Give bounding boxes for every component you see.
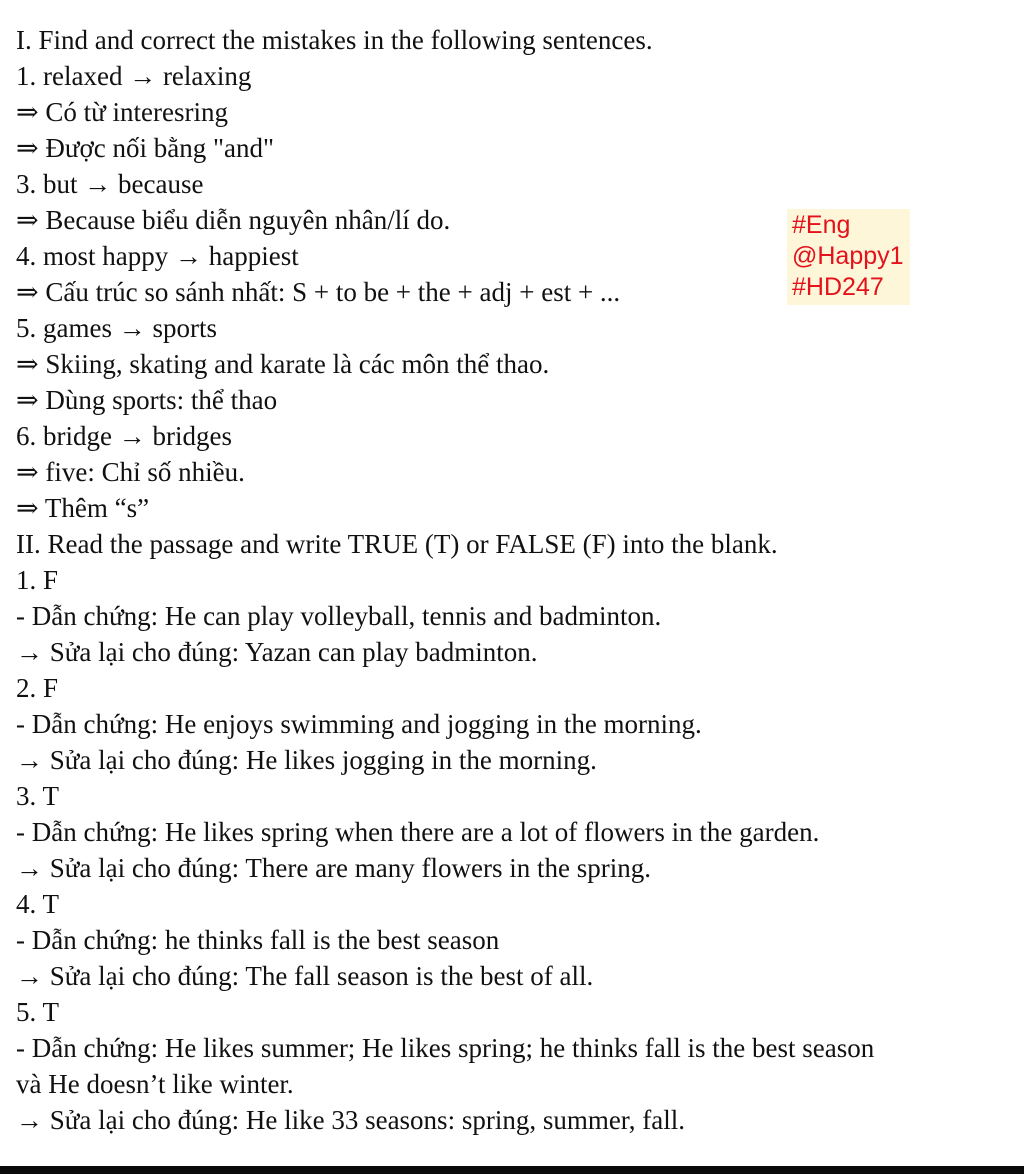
section-2-heading: II. Read the passage and write TRUE (T) or FALSE (F) into the blank.	[16, 529, 778, 559]
section-1-heading: I. Find and correct the mistakes in the following sentences.	[16, 25, 653, 55]
evidence-line: - Dẫn chứng: He can play volleyball, tennis and badminton.	[16, 601, 662, 631]
watermark-line-author: @Happy1	[792, 242, 904, 270]
explanation-line: ⇒ Được nối bằng "and"	[16, 133, 275, 163]
correction-item-3: 3. but → because	[16, 169, 204, 199]
answer-item-1: 1. F	[16, 565, 59, 595]
explanation-line: ⇒ five: Chỉ số nhiều.	[16, 457, 245, 487]
explanation-line: ⇒ Thêm “s”	[16, 493, 150, 523]
evidence-continuation-line: và He doesn’t like winter.	[16, 1069, 294, 1099]
explanation-line: ⇒ Because biểu diễn nguyên nhân/lí do.	[16, 205, 451, 235]
correction-item-6: 6. bridge → bridges	[16, 421, 232, 451]
evidence-line: - Dẫn chứng: He enjoys swimming and jogging in the morning.	[16, 709, 702, 739]
correction-item-4: 4. most happy → happiest	[16, 241, 299, 271]
fix-line: → Sửa lại cho đúng: The fall season is the best of all.	[16, 961, 594, 991]
watermark-note	[787, 209, 910, 305]
fix-line: → Sửa lại cho đúng: He likes jogging in the morning.	[16, 745, 597, 775]
fix-line: → Sửa lại cho đúng: He like 33 seasons: spring, summer, fall.	[16, 1105, 685, 1135]
evidence-line: - Dẫn chứng: he thinks fall is the best season	[16, 925, 500, 955]
fix-line: → Sửa lại cho đúng: Yazan can play badminton.	[16, 637, 538, 667]
explanation-line: ⇒ Skiing, skating and karate là các môn thể thao.	[16, 349, 550, 379]
explanation-line: ⇒ Cấu trúc so sánh nhất: S + to be + the + adj + est + ...	[16, 277, 621, 307]
evidence-line: - Dẫn chứng: He likes summer; He likes spring; he thinks fall is the best season	[16, 1033, 875, 1063]
explanation-line: ⇒ Dùng sports: thể thao	[16, 385, 278, 415]
explanation-line: ⇒ Có từ interesring	[16, 97, 228, 127]
answer-item-5: 5. T	[16, 997, 60, 1027]
correction-item-5: 5. games → sports	[16, 313, 217, 343]
bottom-border	[0, 1166, 1024, 1174]
answer-item-3: 3. T	[16, 781, 60, 811]
evidence-line: - Dẫn chứng: He likes spring when there are a lot of flowers in the garden.	[16, 817, 820, 847]
correction-item-1: 1. relaxed → relaxing	[16, 61, 252, 91]
document-body	[16, 22, 1016, 1138]
fix-line: → Sửa lại cho đúng: There are many flowers in the spring.	[16, 853, 651, 883]
answer-item-2: 2. F	[16, 673, 59, 703]
watermark-line-site: #HD247	[792, 273, 884, 301]
watermark-line-eng: #Eng	[792, 211, 851, 239]
answer-item-4: 4. T	[16, 889, 60, 919]
